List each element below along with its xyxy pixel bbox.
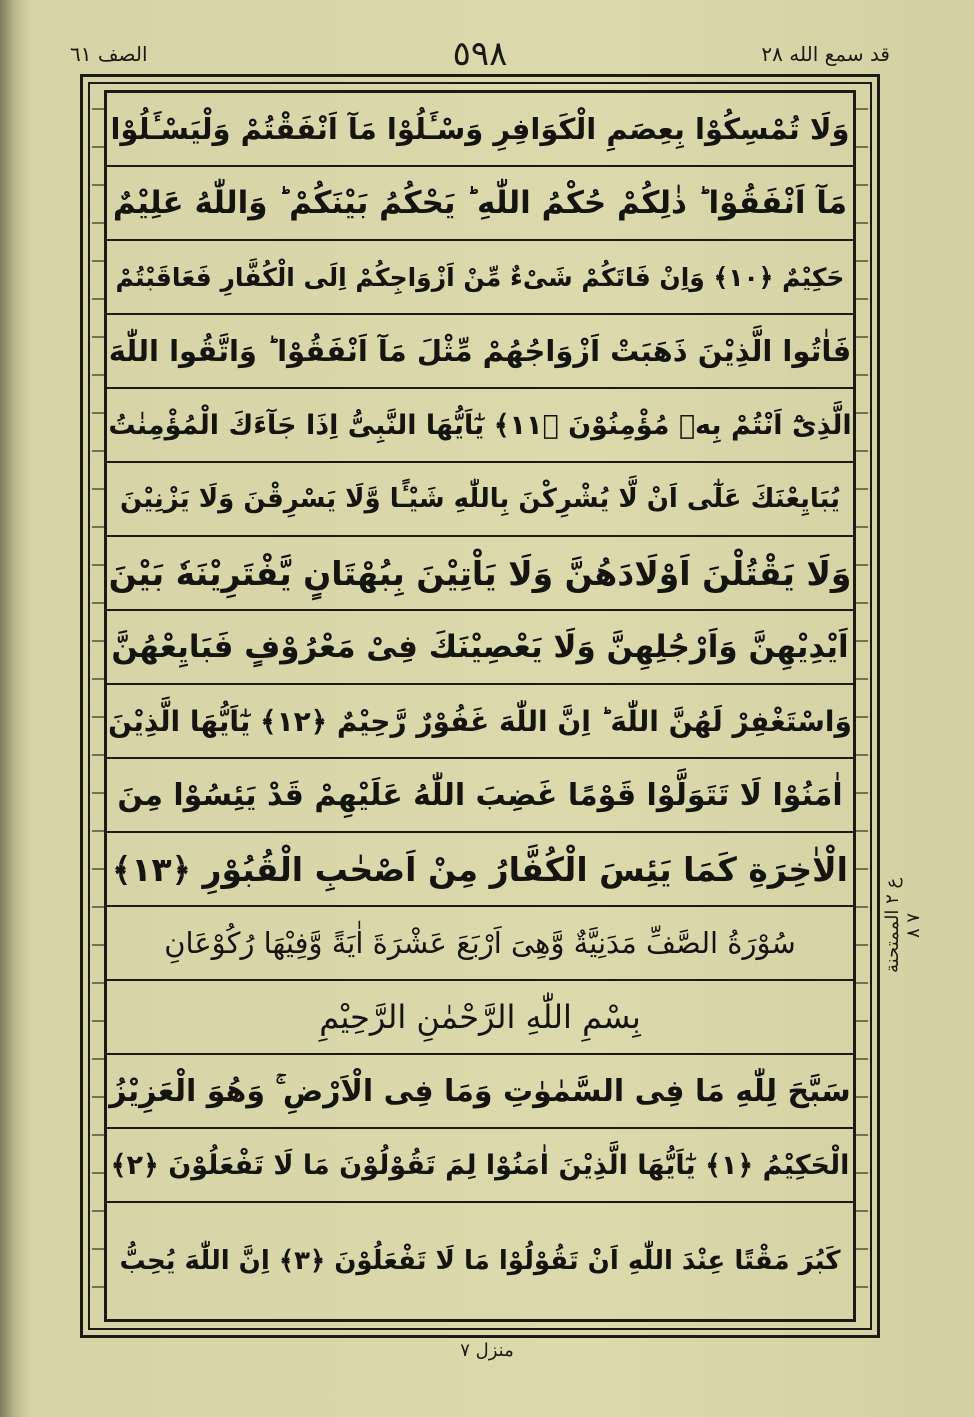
surah-heading: سُوْرَةُ الصَّفِّ مَدَنِيَّةٌ وَّهِىَ اَرْبَعَ عَشْرَةَ اٰيَةً وَّفِيْهَا رُكُوْعَانِ	[107, 907, 853, 981]
text-line-4: فَاٰتُوا الَّذِيْنَ ذَهَبَتْ اَزْوَاجُهُمْ مِّثْلَ مَآ اَنْفَقُوْا ؕ وَاتَّقُوا اللّٰهَ	[107, 315, 853, 389]
floral-border-right	[856, 90, 868, 1322]
text-line-11: الْاٰخِرَةِ كَمَا يَئِسَ الْكُفَّارُ مِنْ اَصْحٰبِ الْقُبُوْرِ ﴿١٣﴾	[107, 833, 853, 907]
text-line-8: اَيْدِيْهِنَّ وَاَرْجُلِهِنَّ وَلَا يَعْصِيْنَكَ فِىْ مَعْرُوْفٍ فَبَايِعْهُنَّ	[107, 611, 853, 685]
text-line-5: الَّذِىْٓ اَنْتُمْ بِهٖ مُؤْمِنُوْنَ ﴿١١﴾ يٰٓاَيُّهَا النَّبِىُّ اِذَا جَآءَكَ الْمُؤْمِنٰتُ	[107, 389, 853, 463]
page-header	[70, 34, 890, 74]
bismillah: بِسْمِ اللّٰهِ الرَّحْمٰنِ الرَّحِيْمِ	[107, 981, 853, 1055]
text-line-3: حَكِيْمٌ ﴿١٠﴾ وَاِنْ فَاتَكُمْ شَىْءٌ مِّنْ اَزْوَاجِكُمْ اِلَى الْكُفَّارِ فَعَاقَبْتُمْ	[107, 241, 853, 315]
text-line-16: كَبُرَ مَقْتًا عِنْدَ اللّٰهِ اَنْ تَقُوْلُوْا مَا لَا تَفْعَلُوْنَ ﴿٣﴾ اِنَّ اللّٰهَ يُحِبُّ	[119, 1246, 841, 1276]
floral-border-left	[92, 90, 104, 1322]
text-line-1: وَلَا تُمْسِكُوْا بِعِصَمِ الْكَوَافِرِ وَسْـَٔلُوْا مَآ اَنْفَقْتُمْ وَلْيَسْـَٔلُوْا	[107, 93, 853, 167]
text-line-7: وَلَا يَقْتُلْنَ اَوْلَادَهُنَّ وَلَا يَاْتِيْنَ بِبُهْتَانٍ يَّفْتَرِيْنَهٗ بَيْنَ	[107, 537, 853, 611]
ruku-margin-note: ع ٢ الممتحنة ٧ ٨	[882, 877, 924, 973]
manzil-footer: منزل ٧	[460, 1340, 514, 1361]
text-line-14: سَبَّحَ لِلّٰهِ مَا فِى السَّمٰوٰتِ وَمَا فِى الْاَرْضِ ۚ وَهُوَ الْعَزِيْزُ	[107, 1055, 853, 1129]
text-line-10: اٰمَنُوْا لَا تَتَوَلَّوْا قَوْمًا غَضِبَ اللّٰهُ عَلَيْهِمْ قَدْ يَئِسُوْا مِنَ	[107, 759, 853, 833]
page-number: ٥٩٨	[452, 34, 508, 74]
juz-label: قد سمع الله ٢٨	[761, 42, 890, 66]
surah-label: الصف ٦١	[70, 42, 148, 66]
text-line-9: وَاسْتَغْفِرْ لَهُنَّ اللّٰهَ ؕ اِنَّ اللّٰهَ غَفُوْرٌ رَّحِيْمٌ ﴿١٢﴾ يٰٓاَيُّهَا الَّذِيْنَ	[107, 685, 853, 759]
text-line-2: مَآ اَنْفَقُوْا ؕ ذٰلِكُمْ حُكْمُ اللّٰهِ ؕ يَحْكُمُ بَيْنَكُمْ ؕ وَاللّٰهُ عَلِيْمٌ	[107, 167, 853, 241]
text-line-6: يُبَايِعْنَكَ عَلٰٓى اَنْ لَّا يُشْرِكْنَ بِاللّٰهِ شَيْـًٔا وَّلَا يَسْرِقْنَ وَلَا يَزْنِيْنَ	[107, 463, 853, 537]
text-line-15: الْحَكِيْمُ ﴿١﴾ يٰٓاَيُّهَا الَّذِيْنَ اٰمَنُوْا لِمَ تَقُوْلُوْنَ مَا لَا تَفْعَلُوْنَ ﴿٢﴾	[107, 1129, 853, 1203]
